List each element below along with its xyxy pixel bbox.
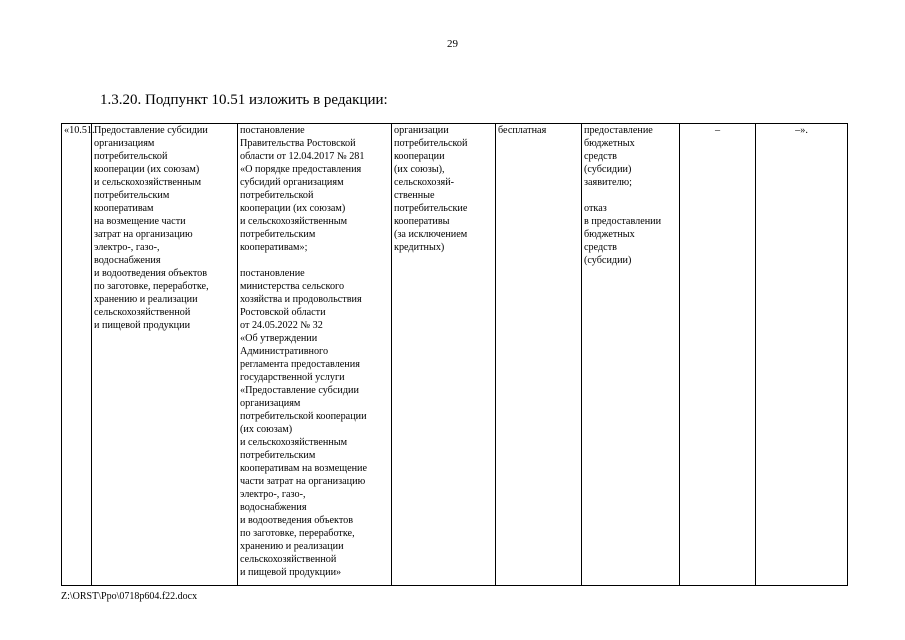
cell-line: и сельскохозяйственным [94,177,202,188]
cell-line: средств [584,242,617,253]
cell-line: электро-, газо-, [240,489,306,500]
file-path-footer: Z:\ORST\Ppo\0718p604.f22.docx [61,591,198,602]
cell-line: ственные [394,190,435,201]
cell-legal-basis [238,124,392,586]
cell-line: постановление [240,268,305,279]
cell-line: потребительской [94,151,168,162]
cell-line: субсидий организациям [240,177,344,188]
cell-line: организациям [94,138,155,149]
cell-line: Правительства Ростовской [240,138,356,149]
cell-result [582,124,680,586]
cell-line: постановление [240,125,305,136]
cell-line: затрат на организацию [94,229,193,240]
page-number: 29 [447,38,458,50]
cell-number: «10.51. [62,124,92,586]
cell-line: хранению и реализации [240,541,344,552]
cell-line: по заготовке, переработке, [94,281,209,292]
cell-line: министерства сельского [240,281,345,292]
cell-line: средств [584,151,617,162]
cell-line: по заготовке, переработке, [240,528,355,539]
cell-line: заявителю; [584,177,632,188]
cell-line: (их союзам) [240,424,293,435]
cell-line: электро-, газо-, [94,242,160,253]
cell-line: Административного [240,346,329,357]
cell-line: кооперативы [394,216,450,227]
cell-line: кооперации [394,151,445,162]
cell-line: отказ [584,203,607,214]
services-table [61,123,848,586]
cell-line: кооперативам»; [240,242,308,253]
cell-line: сельскохозяйственной [94,307,191,318]
cell-line: кооперации (их союзам) [240,203,346,214]
cell-line: потребительские [394,203,468,214]
cell-col7: – [680,124,756,586]
cell-line: потребительским [240,229,316,240]
cell-line: предоставление [584,125,653,136]
cell-line: и сельскохозяйственным [240,216,348,227]
cell-service-name [92,124,238,586]
cell-line: потребительским [94,190,170,201]
cell-col8: –». [756,124,848,586]
cell-line: и водоотведения объектов [240,515,354,526]
cell-line: (их союзы), [394,164,445,175]
cell-line: государственной услуги [240,372,345,383]
cell-line: на возмещение части [94,216,186,227]
cell-line: бюджетных [584,229,635,240]
cell-line: кредитных) [394,242,445,253]
cell-line: Предоставление субсидии [94,125,208,136]
cell-line: сельскохозяй- [394,177,455,188]
table-row [62,124,848,586]
cell-line: потребительским [240,450,316,461]
cell-line: в предоставлении [584,216,662,227]
cell-line: бюджетных [584,138,635,149]
cell-line: организациям [240,398,301,409]
cell-line: хранению и реализации [94,294,198,305]
cell-fee: бесплатная [496,124,582,586]
cell-line: Ростовской области [240,307,326,318]
cell-line [584,189,677,202]
cell-line: и водоотведения объектов [94,268,208,279]
cell-line: части затрат на организацию [240,476,366,487]
cell-line: сельскохозяйственной [240,554,337,565]
cell-line: потребительской [240,190,314,201]
cell-line [240,254,389,267]
cell-line: и пищевой продукции» [240,567,342,578]
cell-line: и сельскохозяйственным [240,437,348,448]
cell-line: водоснабжения [240,502,307,513]
cell-line: кооперативам [94,203,154,214]
cell-line: «Об утверждении [240,333,318,344]
cell-line: (за исключением [394,229,468,240]
section-heading: 1.3.20. Подпункт 10.51 изложить в редакции: [100,92,388,108]
cell-line: водоснабжения [94,255,161,266]
cell-recipients [392,124,496,586]
cell-line: регламента предоставления [240,359,360,370]
cell-line: потребительской кооперации [240,411,367,422]
cell-line: «Предоставление субсидии [240,385,359,396]
cell-line: области от 12.04.2017 № 281 [240,151,365,162]
cell-line: организации [394,125,449,136]
cell-line: и пищевой продукции [94,320,191,331]
cell-line: кооперативам на возмещение [240,463,368,474]
cell-line: потребительской [394,138,468,149]
cell-line: (субсидии) [584,164,632,175]
cell-line: «О порядке предоставления [240,164,362,175]
cell-line: кооперации (их союзам) [94,164,200,175]
cell-line: (субсидии) [584,255,632,266]
cell-line: от 24.05.2022 № 32 [240,320,323,331]
cell-line: хозяйства и продовольствия [240,294,362,305]
